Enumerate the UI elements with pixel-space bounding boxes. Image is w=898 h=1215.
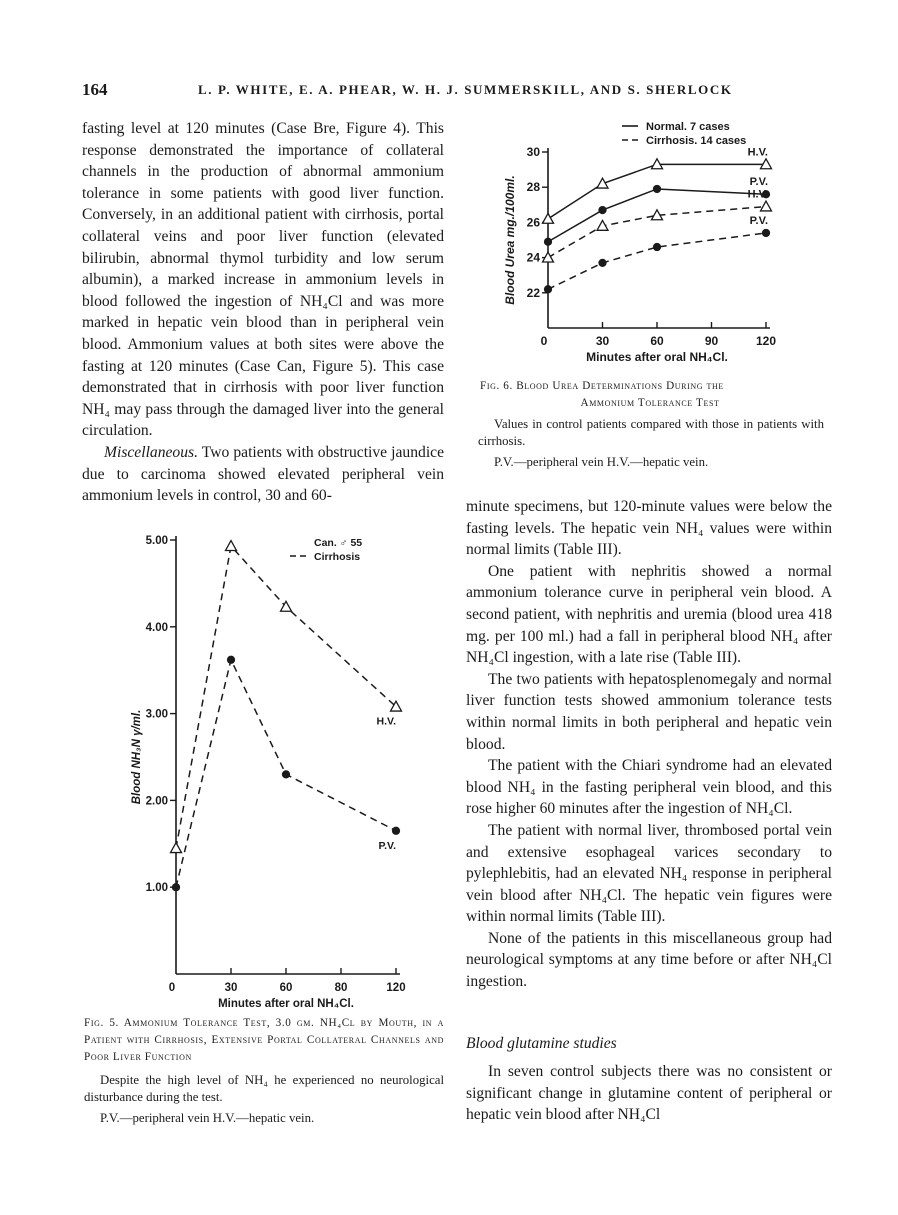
figure-6-notes bbox=[478, 416, 824, 471]
x-tick-label: 0 bbox=[168, 982, 176, 994]
data-point-circle bbox=[544, 238, 552, 246]
paragraph-miscellaneous bbox=[82, 442, 444, 507]
figure-5 bbox=[100, 522, 430, 1010]
paragraph: minute specimens, but 120-minute values were below the fasting levels. The hepatic vein NH₄ values were within normal limits (Table III). bbox=[466, 498, 832, 559]
paragraph: In seven control subjects there was no consistent or significant change in glutamine content of peripheral or hepatic vein blood after NH₄Cl bbox=[466, 1063, 832, 1124]
x-tick-label: 60 bbox=[650, 334, 664, 348]
data-point-circle bbox=[653, 243, 661, 251]
figure-5-chart bbox=[100, 522, 430, 1010]
y-tick-label: 4.00 bbox=[145, 621, 168, 634]
running-header bbox=[60, 80, 840, 104]
x-tick-label: 120 bbox=[386, 982, 406, 994]
data-point-triangle bbox=[226, 541, 237, 551]
legend-label: Normal. 7 cases bbox=[646, 121, 730, 133]
legend-label: Cirrhosis. 14 cases bbox=[646, 135, 747, 147]
series-line bbox=[548, 233, 766, 289]
y-tick-label: 26 bbox=[526, 215, 540, 230]
glutamine-text bbox=[466, 1061, 832, 1126]
data-point-circle bbox=[598, 206, 606, 214]
paragraph: The patient with the Chiari syndrome had an elevated blood NH₄ in the fasting peripheral vein blood, and this rose higher 60 minutes after the ingestion of NH₄Cl. bbox=[466, 757, 832, 818]
figure-6-note: Values in control patients compared with those in patients with cirrhosis. bbox=[478, 417, 824, 448]
series-label: P.V. bbox=[378, 839, 396, 852]
series-line bbox=[176, 546, 396, 848]
figure-6-caption bbox=[480, 378, 820, 412]
series-label: H.V. bbox=[376, 715, 396, 728]
paragraph: The two patients with hepatosplenomegaly and normal liver function tests showed ammonium tolerance tests within normal limits in both peripheral and hepatic vein blood. bbox=[466, 670, 832, 753]
data-point-circle bbox=[762, 229, 770, 237]
data-point-triangle bbox=[597, 178, 608, 188]
figure-6-abbrev: P.V.—peripheral vein H.V.—hepatic vein. bbox=[494, 455, 709, 469]
y-tick-label: 2.00 bbox=[145, 795, 168, 808]
page-number: 164 bbox=[82, 80, 108, 99]
section-heading-glutamine: Blood glutamine studies bbox=[466, 1035, 617, 1052]
x-tick-label: 120 bbox=[755, 334, 777, 348]
legend-label: Cirrhosis bbox=[314, 551, 361, 563]
paragraph: The patient with normal liver, thrombosed portal vein and extensive esophageal varices secondary to pylephlebitis, had an elevated NH₄ response in peripheral vein blood after NH₄Cl. The hepatic vein figures were within normal limits (Table III). bbox=[466, 821, 832, 926]
running-head-authors: L. P. WHITE, E. A. PHEAR, W. H. J. SUMMERSKILL, AND S. SHERLOCK bbox=[198, 82, 733, 97]
right-column-text bbox=[466, 496, 832, 993]
figure-6-chart bbox=[470, 112, 830, 374]
series-label: P.V. bbox=[749, 214, 768, 227]
paragraph: fasting level at 120 minutes (Case Bre, Figure 4). This response demonstrated the importance of collateral channels in the production of abnormal ammonium tolerance in some patients with good liver function. Conversely, in an additional patient with cirrhosis, portal collateral veins and poor liver function (elevated bilirubin, abnormal thymol turbidity and low serum albumin), a marked increase in ammonium levels in blood followed the ingestion of NH₄Cl and was more marked in hepatic vein blood than in peripheral vein blood. Ammonium values at both sites were above the fasting at 120 minutes (Case Can, Figure 5). This case demonstrated that in cirrhosis with poor liver function NH₄ may pass through the damaged liver into the general circulation. bbox=[82, 120, 444, 440]
data-point-triangle bbox=[281, 601, 292, 611]
x-tick-label: 80 bbox=[334, 982, 348, 994]
x-tick-label: 0 bbox=[540, 334, 548, 348]
data-point-triangle bbox=[171, 843, 182, 853]
y-tick-label: 24 bbox=[526, 250, 540, 265]
y-tick-label: 30 bbox=[526, 145, 540, 159]
left-column-text bbox=[82, 118, 444, 507]
data-point-circle bbox=[544, 285, 552, 293]
y-tick-label: 28 bbox=[526, 180, 540, 195]
x-axis-label: Minutes after oral NH₄Cl. bbox=[218, 998, 354, 1010]
figure-6-caption-title: Fig. 6. Blood Urea Determinations During the bbox=[480, 380, 724, 392]
x-tick-label: 30 bbox=[595, 334, 610, 348]
run-in-heading: Miscellaneous. bbox=[104, 443, 198, 461]
figure-5-abbrev: P.V.—peripheral vein H.V.—hepatic vein. bbox=[100, 1111, 315, 1125]
y-tick-label: 22 bbox=[526, 285, 540, 300]
figure-5-notes bbox=[84, 1072, 444, 1127]
paragraph-text: Two patients with obstructive jaundice due to carcinoma showed elevated peripheral vein ammonium levels in control, 30 and 60- bbox=[82, 443, 444, 505]
data-point-circle bbox=[598, 259, 606, 267]
figure-6 bbox=[470, 112, 830, 374]
data-point-circle bbox=[227, 656, 235, 664]
x-tick-label: 60 bbox=[279, 982, 293, 994]
data-point-triangle bbox=[543, 213, 554, 223]
paragraph: None of the patients in this miscellaneous group had neurological symptoms at any time before or after NH₄Cl ingestion. bbox=[466, 929, 832, 991]
y-tick-label: 5.00 bbox=[145, 535, 168, 547]
x-tick-label: 30 bbox=[224, 982, 238, 994]
series-label: P.V. bbox=[749, 176, 768, 189]
figure-5-caption-title: Fig. 5. Ammonium Tolerance Test, 3.0 gm. NH₄Cl by Mouth, in a Patient with Cirrhosis, Extensive Portal Collateral Channels and Poor Liver Function bbox=[84, 1017, 444, 1063]
data-point-circle bbox=[392, 827, 400, 835]
figure-5-caption bbox=[84, 1015, 444, 1066]
data-point-circle bbox=[653, 185, 661, 193]
series-label: H.V. bbox=[747, 188, 768, 201]
data-point-circle bbox=[282, 770, 290, 778]
series-label: H.V. bbox=[747, 146, 768, 159]
figure-5-note: Despite the high level of NH₄ he experienced no neurological disturbance during the test. bbox=[84, 1073, 444, 1104]
y-tick-label: 1.00 bbox=[145, 882, 168, 895]
x-axis-label: Minutes after oral NH₄Cl. bbox=[586, 350, 728, 364]
data-point-triangle bbox=[761, 201, 772, 211]
x-tick-label: 90 bbox=[704, 334, 719, 348]
data-point-circle bbox=[172, 883, 180, 891]
y-axis-label: Blood NH₃N γ/ml. bbox=[131, 709, 143, 805]
legend-label: Can. ♂ 55 bbox=[314, 537, 363, 549]
paragraph: One patient with nephritis showed a normal ammonium tolerance curve in peripheral vein blood. A second patient, with nephritis and uremia (blood urea 418 mg. per 100 ml.) had a fall in peripheral blood NH₄ after NH₄Cl ingestion, with a late rise (Table III). bbox=[466, 562, 832, 667]
figure-6-caption-title-2: Ammonium Tolerance Test bbox=[580, 397, 720, 409]
y-axis-label: Blood Urea mg./100ml. bbox=[503, 175, 517, 305]
y-tick-label: 3.00 bbox=[145, 708, 168, 721]
